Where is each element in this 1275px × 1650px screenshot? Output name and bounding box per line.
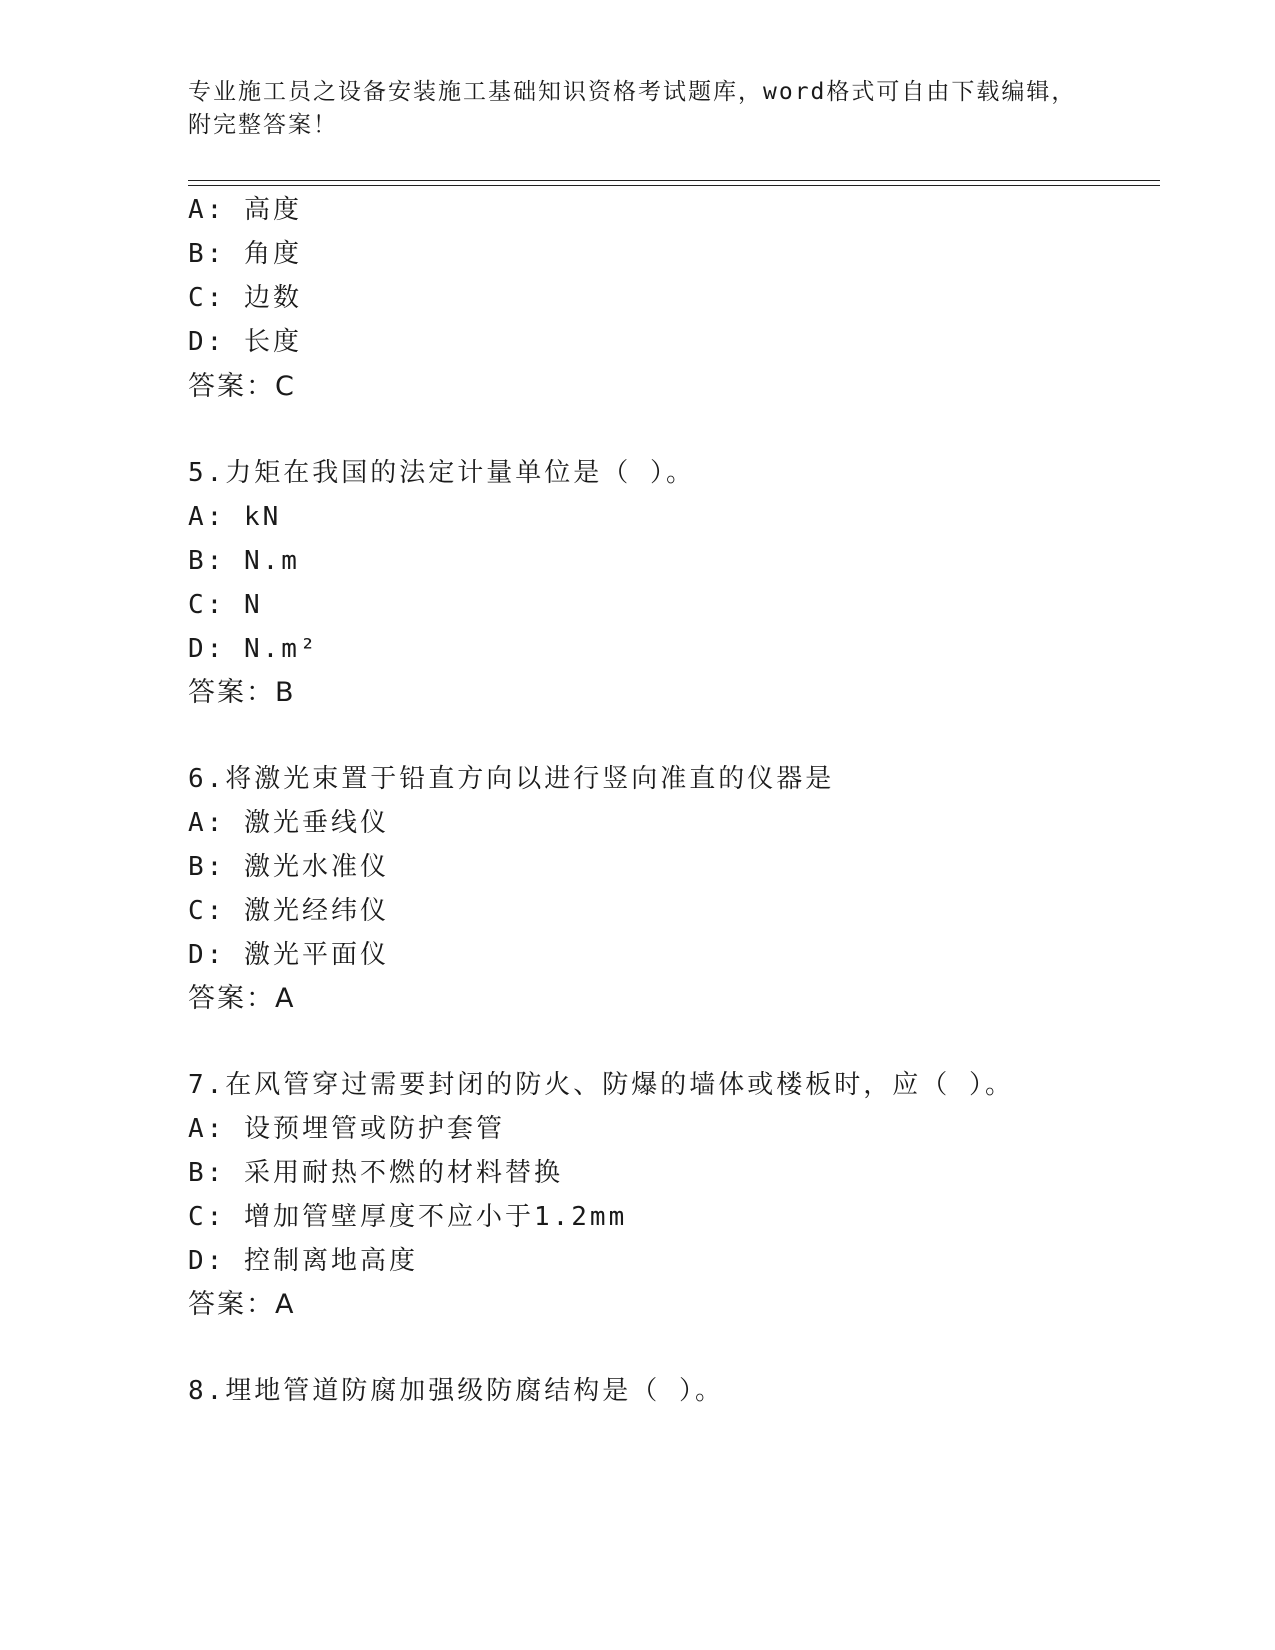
header-divider-top xyxy=(188,180,1160,181)
q7-option-c: C: 增加管壁厚度不应小于1.2mm xyxy=(188,1202,628,1232)
q7-option-d: D: 控制离地高度 xyxy=(188,1246,418,1276)
q7-answer: 答案：A xyxy=(188,1289,296,1320)
q4-answer: 答案：C xyxy=(188,371,296,402)
q6-answer: 答案：A xyxy=(188,983,296,1014)
q6-option-d: D: 激光平面仪 xyxy=(188,940,389,970)
q7-question: 7.在风管穿过需要封闭的防火、防爆的墙体或楼板时，应（ ）。 xyxy=(188,1070,1014,1100)
q4-option-a: A: 高度 xyxy=(188,195,302,225)
q5-option-a: A: kN xyxy=(188,502,282,532)
q5-question: 5.力矩在我国的法定计量单位是（ ）。 xyxy=(188,458,695,488)
q5-option-d: D: N.m² xyxy=(188,634,319,664)
q4-option-c: C: 边数 xyxy=(188,283,302,313)
q8-question: 8.埋地管道防腐加强级防腐结构是（ ）。 xyxy=(188,1376,724,1406)
q4-option-b: B: 角度 xyxy=(188,239,302,269)
q5-option-b: B: N.m xyxy=(188,546,300,576)
q5-answer: 答案：B xyxy=(188,677,296,708)
q6-option-c: C: 激光经纬仪 xyxy=(188,896,389,926)
document-header xyxy=(188,76,1088,142)
q4-option-d: D: 长度 xyxy=(188,327,302,357)
q7-option-a: A: 设预埋管或防护套管 xyxy=(188,1114,505,1144)
q6-question: 6.将激光束置于铅直方向以进行竖向准直的仪器是 xyxy=(188,764,835,794)
q7-option-b: B: 采用耐热不燃的材料替换 xyxy=(188,1158,563,1188)
header-line-1: 专业施工员之设备安装施工基础知识资格考试题库，word格式可自由下载编辑， xyxy=(188,79,1077,105)
q5-option-c: C: N xyxy=(188,590,263,620)
q6-option-a: A: 激光垂线仪 xyxy=(188,808,389,838)
q6-option-b: B: 激光水准仪 xyxy=(188,852,389,882)
header-line-2: 附完整答案！ xyxy=(188,112,338,138)
header-divider-bottom xyxy=(188,185,1160,186)
